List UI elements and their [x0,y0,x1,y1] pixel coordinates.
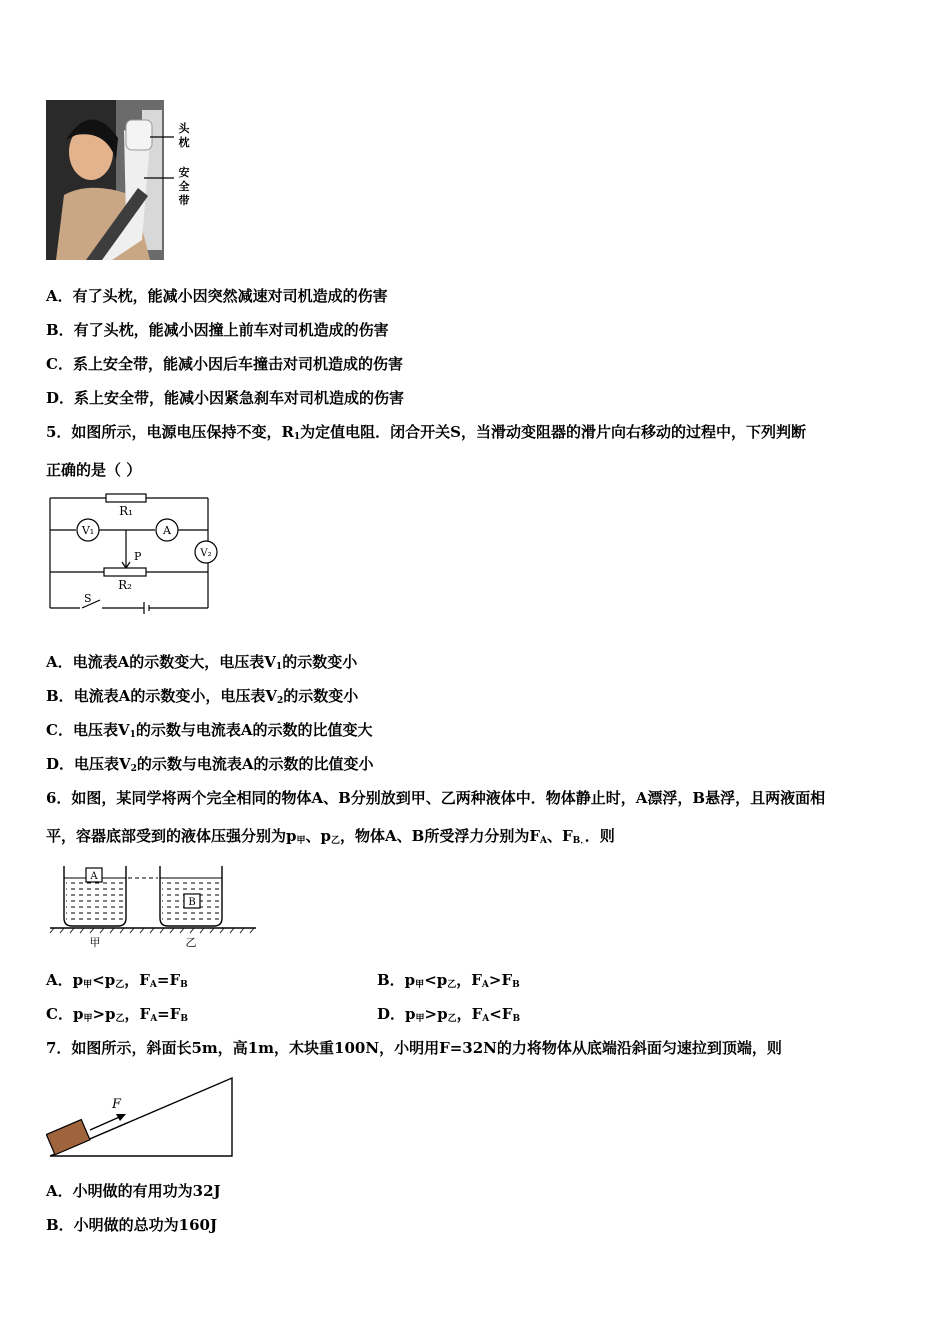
v2-label: V₂ [200,548,212,559]
q7-stem: 7．如图所示，斜面长5m，高1m，木块重100N，小明用F=32N的力将物体从底端沿斜面匀速拉到顶端，则 [46,1039,782,1057]
q7-option-b[interactable]: B．小明做的总功为160J [46,1216,218,1234]
q4-option-d[interactable]: D．系上安全带，能减小因紧急刹车对司机造成的伤害 [46,389,405,407]
container-yi-label: 乙 [185,936,197,949]
q6-stem-line2: 平，容器底部受到的液体压强分别为$p_甲$、$p_乙$，物体A、B所受浮力分别为$F_A$、$F_{B.}$．则 [46,827,615,846]
v1-label: V₁ [81,524,95,537]
container-jia-label: 甲 [89,936,101,949]
q5-stem-line1: 5．如图所示，电源电压保持不变，$R_1$为定值电阻．闭合开关S，当滑动变阻器的滑片向右移动的过程中，下列判断 [46,423,807,442]
q6-option-a[interactable]: A．$p_甲<p_乙$，$F_A=F_B$ [46,971,188,990]
q5-stem-line2: 正确的是（ ） [46,461,142,479]
q5-option-c[interactable]: C．电压表$V_1$的示数与电流表A的示数的比值变大 [46,721,373,740]
object-b-label: B [188,897,196,908]
q4-option-a[interactable]: A．有了头枕，能减小因突然减速对司机造成的伤害 [46,287,388,305]
r1-label: R₁ [119,504,133,518]
q5-circuit-diagram [46,490,226,615]
object-a-label: A [90,871,98,882]
ammeter-label: A [163,524,171,537]
q5-option-d[interactable]: D．电压表$V_2$的示数与电流表A的示数的比值变小 [46,755,374,774]
q5-option-b[interactable]: B．电流表A的示数变小，电压表$V_2$的示数变小 [46,687,359,706]
seatbelt-label-1: 安 [178,166,190,179]
q6-option-c[interactable]: C．$p_甲>p_乙$，$F_A=F_B$ [46,1005,188,1024]
seatbelt-label-2: 全 [178,180,190,193]
headrest-label-1: 头 [178,122,190,135]
q6-option-b[interactable]: B．$p_甲<p_乙$，$F_A>F_B$ [377,971,520,990]
q7-incline-diagram [46,1072,238,1164]
q4-option-c[interactable]: C．系上安全带，能减小因后车撞击对司机造成的伤害 [46,355,403,373]
headrest-seatbelt-photo [46,100,196,260]
q5-option-a[interactable]: A．电流表A的示数变大，电压表$V_1$的示数变小 [46,653,358,672]
headrest-label-2: 枕 [178,136,190,149]
switch-label: S [84,592,92,605]
q7-option-a[interactable]: A．小明做的有用功为32J [46,1182,221,1200]
q6-stem-line1: 6．如图，某同学将两个完全相同的物体A、B分别放到甲、乙两种液体中．物体静止时，A漂浮，B悬浮，且两液面相 [46,789,826,807]
seatbelt-label-3: 带 [178,194,190,207]
force-f-label: F [112,1097,122,1112]
q6-containers-diagram [46,862,261,952]
q6-option-d[interactable]: D．$p_甲>p_乙$，$F_A<F_B$ [377,1005,521,1024]
driver-photo-illustration [46,100,196,260]
r2-label: R₂ [118,578,132,592]
q4-option-b[interactable]: B．有了头枕，能减小因撞上前车对司机造成的伤害 [46,321,389,339]
slider-p-label: P [134,550,142,563]
